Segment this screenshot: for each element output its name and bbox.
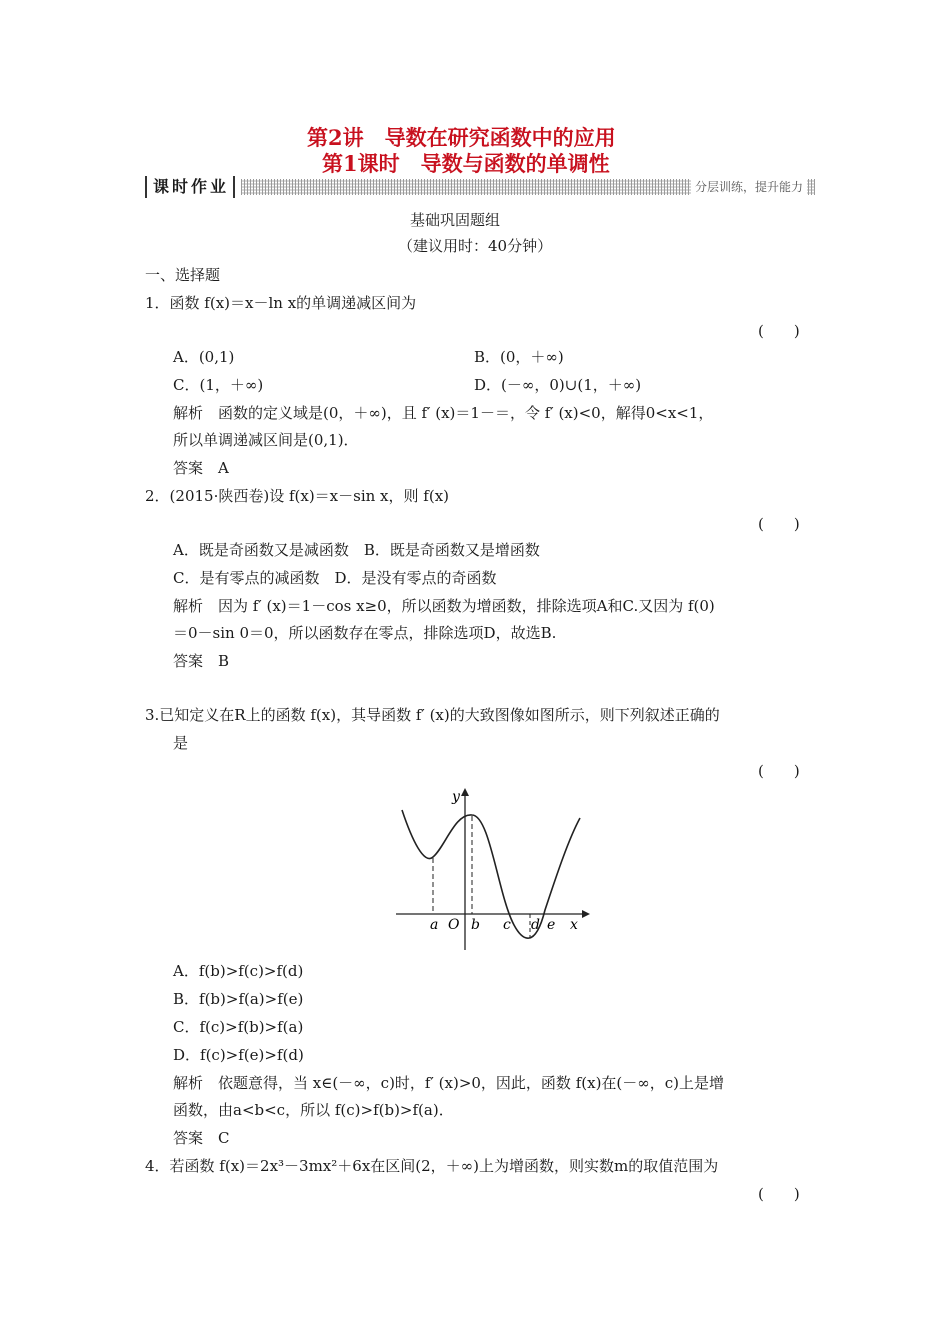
banner-divider (145, 176, 147, 198)
question-stem: 3.已知定义在R上的函数 f(x)，其导函数 f′ (x)的大致图像如图所示，则下列叙述正确的 (145, 706, 720, 724)
analysis-text: 解析 因为 f′ (x)＝1－cos x≥0，所以函数为增函数，排除选项A和C.又因为 f(0) (173, 597, 715, 615)
answer-text: 答案 A (173, 459, 229, 477)
options-cd: C．是有零点的减函数 D．是没有零点的奇函数 (173, 569, 497, 587)
analysis-text: 函数，由a<b<c，所以 f(c)>f(b)>f(a)． (173, 1101, 454, 1119)
part-heading: 一、选择题 (145, 266, 221, 284)
answer-text: 答案 B (173, 652, 230, 670)
derivative-graph (390, 785, 590, 955)
tick-label: c (503, 917, 511, 933)
tick-label: b (471, 917, 480, 933)
answer-bracket: ( ) (758, 762, 800, 780)
y-axis-label: y (452, 789, 460, 805)
group-heading: 基础巩固题组 (410, 211, 501, 229)
option-a: A．(0,1) (173, 348, 235, 366)
banner-label: 课时作业 (153, 177, 230, 196)
y-axis-arrow (461, 788, 469, 796)
question-stem: 2．(2015·陕西卷)设 f(x)＝x－sin x，则 f(x) (145, 487, 449, 505)
tick-label: d (531, 917, 540, 933)
origin-label: O (448, 917, 460, 933)
analysis-text: 解析 函数的定义域是(0，＋∞)，且 f′ (x)＝1－＝，令 f′ (x)<0，解得0<x<1， (173, 404, 714, 422)
question-stem: 1．函数 f(x)＝x－ln x的单调递减区间为 (145, 294, 417, 312)
option-c: C．(1，＋∞) (173, 376, 264, 394)
answer-bracket: ( ) (758, 515, 800, 533)
option-d: D．f(c)>f(e)>f(d) (173, 1046, 304, 1064)
x-axis-arrow (582, 910, 590, 918)
option-c: C．f(c)>f(b)>f(a) (173, 1018, 304, 1036)
time-suggestion: （建议用时：40分钟） (398, 237, 553, 255)
answer-bracket: ( ) (758, 322, 800, 340)
answer-text: 答案 C (173, 1129, 230, 1147)
analysis-text: 所以单调递减区间是(0,1)． (173, 431, 359, 449)
option-d: D．(－∞，0)∪(1，＋∞) (474, 376, 642, 394)
tick-label: e (547, 917, 556, 933)
chapter-title: 第2讲 导数在研究函数中的应用 (307, 125, 616, 150)
banner-slogan: 分层训练，提升能力 (691, 178, 807, 196)
option-b: B．(0，＋∞) (474, 348, 564, 366)
x-axis-label: x (570, 917, 578, 933)
homework-banner (145, 176, 815, 198)
options-ab: A．既是奇函数又是减函数 B．既是奇函数又是增函数 (173, 541, 540, 559)
question-stem-cont: 是 (173, 734, 189, 752)
option-a: A．f(b)>f(c)>f(d) (173, 962, 304, 980)
banner-divider (233, 176, 235, 198)
option-b: B．f(b)>f(a)>f(e) (173, 990, 304, 1008)
lesson-title: 第1课时 导数与函数的单调性 (322, 151, 610, 176)
analysis-text: 解析 依题意得，当 x∈(－∞，c)时，f′ (x)>0，因此，函数 f(x)在(－∞，c)上是增 (173, 1074, 725, 1092)
analysis-text: ＝0－sin 0＝0，所以函数存在零点，排除选项D，故选B. (173, 624, 557, 642)
tick-label: a (430, 917, 439, 933)
question-stem: 4．若函数 f(x)＝2x³－3mx²＋6x在区间(2，＋∞)上为增函数，则实数m的取值范围为 (145, 1157, 719, 1175)
answer-bracket: ( ) (758, 1185, 800, 1203)
